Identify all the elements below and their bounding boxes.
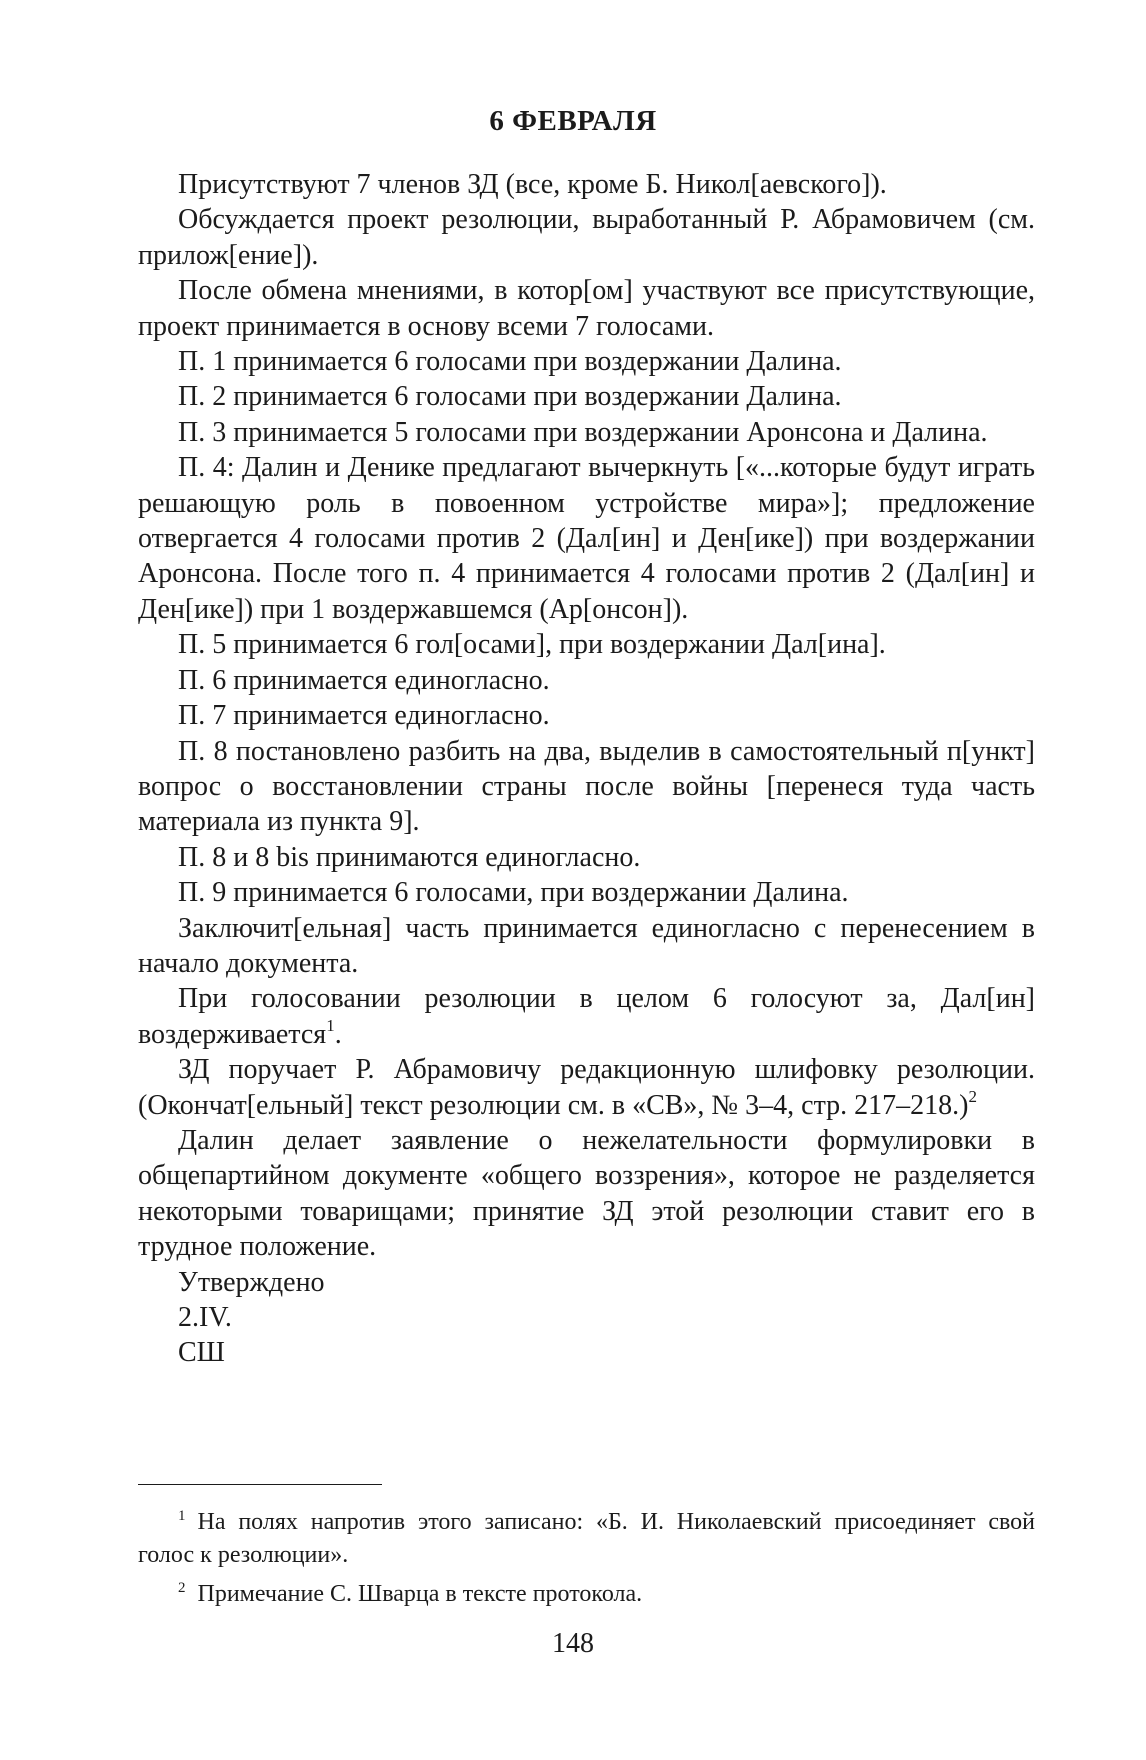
item-9-paragraph: П. 9 принимается 6 голосами, при воздержании Далина. xyxy=(178,877,849,909)
footnote-1-mark: 1 xyxy=(178,1508,186,1524)
item-3-paragraph: П. 3 принимается 5 голосами при воздержании Аронсона и Далина. xyxy=(178,416,988,448)
footnote-ref-1: 1 xyxy=(326,1015,335,1035)
approval-initials: СШ xyxy=(178,1337,225,1369)
editing-text: ЗД поручает Р. Абрамовичу редакционную шлифовку резолюции. (Окончат[ельный] текст резолюции см. в «СВ», № 3–4, стр. 217–218.) xyxy=(138,1054,1035,1121)
footnote-2-mark: 2 xyxy=(178,1580,186,1596)
final-vote-text: При голосовании резолюции в целом 6 голосуют за, Дал[ин] воздерживается xyxy=(138,983,1035,1050)
footnote-divider xyxy=(138,1484,382,1485)
page-title: 6 ФЕВРАЛЯ xyxy=(489,105,657,137)
footnotes xyxy=(138,1500,1035,1611)
item-2-paragraph: П. 2 принимается 6 голосами при воздержании Далина. xyxy=(178,381,842,413)
statement-paragraph: Далин делает заявление о нежелательности формулировки в общепартийном документе «общего воззрения», которое не разделяется некоторыми товарищами; принятие ЗД этой резолюции ставит его в трудное положение. xyxy=(138,1124,1035,1263)
protocol-body xyxy=(138,167,1035,1371)
footnote-1 xyxy=(138,1500,1035,1572)
footnote-2 xyxy=(138,1572,1035,1611)
item-5-paragraph: П. 5 принимается 6 гол[осами], при воздержании Дал[ина]. xyxy=(178,629,886,661)
page-number: 148 xyxy=(552,1628,594,1659)
approval-label: Утверждено xyxy=(178,1266,325,1298)
footnote-1-text: На полях напротив этого записано: «Б. И. Николаевский присоединяет свой голос к резолюции». xyxy=(138,1509,1035,1568)
item-4-paragraph: П. 4: Далин и Денике предлагают вычеркнуть [«...которые будут играть решающую роль в повоенном устройстве мира»]; предложение отвергается 4 голосами против 2 (Дал[ин] и Ден[ике]) при воздержании Аронсона. После того п. 4 принимается 4 голосами против 2 (Дал[ин] и Ден[ике]) при 1 воздержавшемся (Ар[онсон]). xyxy=(138,452,1035,625)
footnote-ref-2: 2 xyxy=(968,1086,977,1106)
discussion-paragraph: Обсуждается проект резолюции, выработанный Р. Абрамовичем (см. прилож[ение]). xyxy=(138,204,1035,271)
item-8-paragraph: П. 8 постановлено разбить на два, выделив в самостоятельный п[ункт] вопрос о восстановлении страны после войны [перенеся туда часть материала из пункта 9]. xyxy=(138,735,1035,838)
basis-vote-paragraph: После обмена мнениями, в котор[ом] участвуют все присутствующие, проект принимается в основу всеми 7 голосами. xyxy=(138,275,1035,342)
footnote-2-text: Примечание С. Шварца в тексте протокола. xyxy=(197,1581,643,1607)
conclusion-paragraph: Заключит[ельная] часть принимается единогласно с перенесением в начало документа. xyxy=(138,912,1035,979)
attendance-paragraph: Присутствуют 7 членов ЗД (все, кроме Б. Никол[аевского]). xyxy=(178,169,887,200)
final-vote-paragraph xyxy=(138,981,1035,1052)
editing-paragraph xyxy=(138,1052,1035,1123)
item-7-paragraph: П. 7 принимается единогласно. xyxy=(178,700,550,732)
final-vote-tail: . xyxy=(334,1018,342,1050)
item-8bis-paragraph: П. 8 и 8 bis принимаются единогласно. xyxy=(178,841,641,873)
approval-date: 2.IV. xyxy=(178,1302,232,1333)
item-6-paragraph: П. 6 принимается единогласно. xyxy=(178,664,550,696)
item-1-paragraph: П. 1 принимается 6 голосами при воздержании Далина. xyxy=(178,346,842,378)
